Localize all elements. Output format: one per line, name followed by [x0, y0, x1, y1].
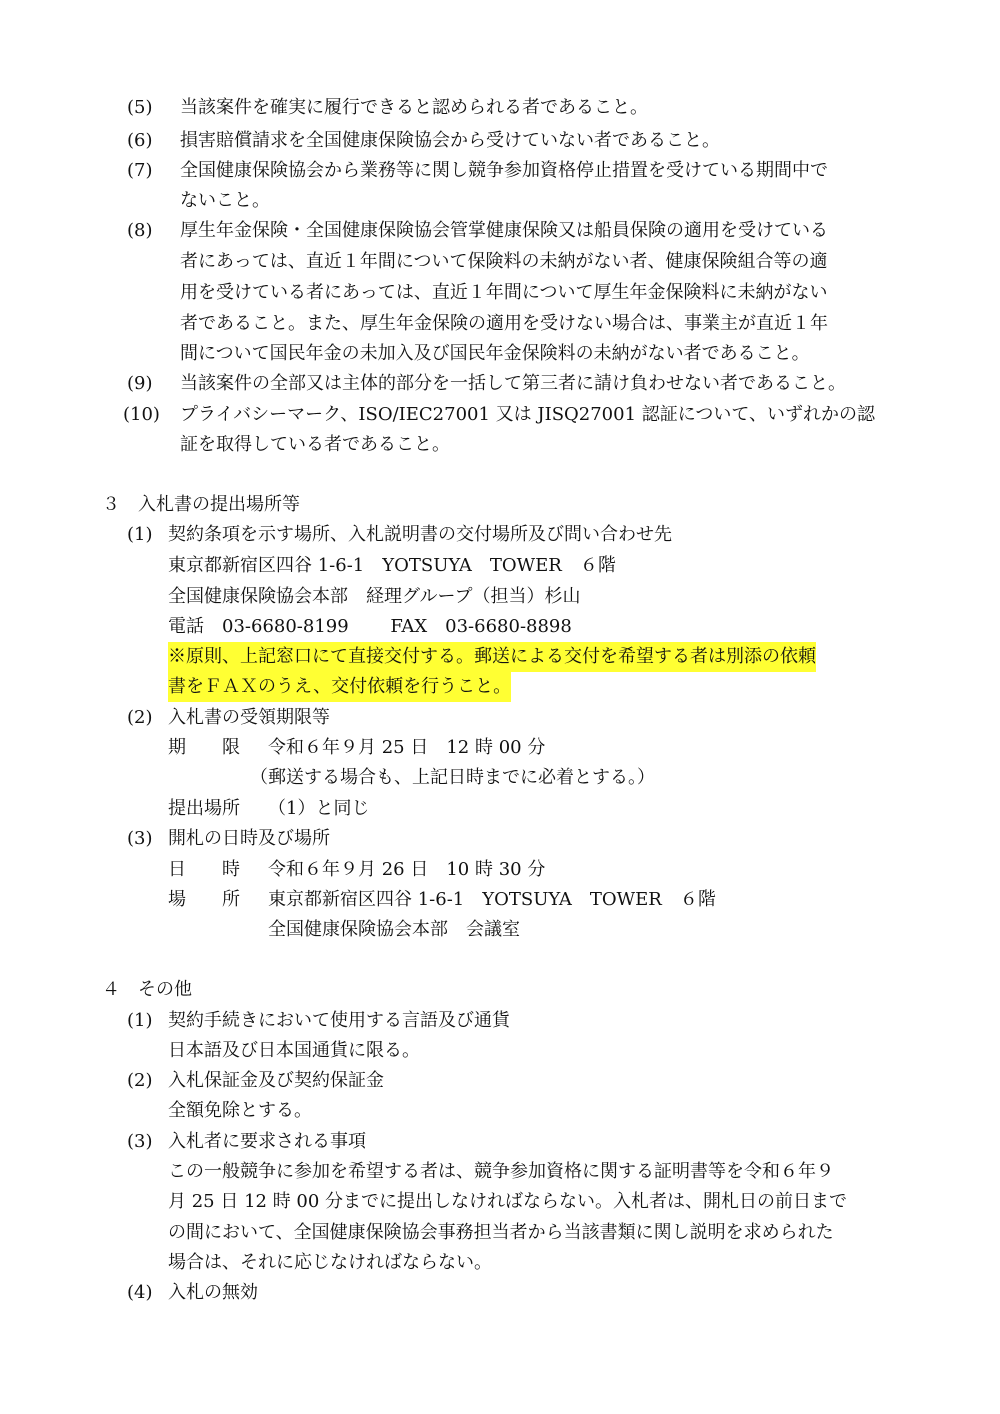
item-number: (9): [127, 373, 153, 394]
section-number: ４: [102, 979, 120, 1000]
item-text: 当該案件の全部又は主体的部分を一括して第三者に請け負わせない者であること。: [180, 373, 846, 394]
contact-address: 東京都新宿区四谷 1-6-1 YOTSUYA TOWER ６階: [168, 555, 616, 576]
item-number: (10): [123, 404, 160, 425]
opening-place-label: 場 所: [168, 889, 240, 910]
item-body: この一般競争に参加を希望する者は、競争参加資格に関する証明書等を令和６年９: [168, 1161, 834, 1182]
item-number: (2): [127, 707, 153, 728]
contact-office: 全国健康保険協会本部 経理グループ（担当）杉山: [168, 586, 581, 607]
contact-phone-fax: 電話 03-6680-8199 FAX 03-6680-8898: [168, 616, 572, 637]
submission-place-value: （1）と同じ: [268, 798, 370, 819]
item-title: 入札者に要求される事項: [168, 1131, 366, 1152]
item-text: 間について国民年金の未加入及び国民年金保険料の未納がない者であること。: [180, 343, 810, 364]
item-title: 入札保証金及び契約保証金: [168, 1070, 384, 1091]
item-text: 全国健康保険協会から業務等に関し競争参加資格停止措置を受けている期間中で: [180, 160, 828, 181]
item-number: (3): [127, 828, 153, 849]
opening-place-value: 全国健康保険協会本部 会議室: [268, 919, 520, 940]
item-text: 厚生年金保険・全国健康保険協会管掌健康保険又は船員保険の適用を受けている: [180, 220, 828, 241]
item-text: 者にあっては、直近１年間について保険料の未納がない者、健康保険組合等の適: [180, 251, 828, 272]
item-title: 入札の無効: [168, 1282, 258, 1303]
item-number: (4): [127, 1282, 153, 1303]
item-number: (5): [127, 97, 153, 118]
item-title: 契約手続きにおいて使用する言語及び通貨: [168, 1010, 510, 1031]
item-body: の間において、全国健康保険協会事務担当者から当該書類に関し説明を求められた: [168, 1222, 834, 1243]
item-text: プライバシーマーク、ISO/IEC27001 又は JISQ27001 認証について、いずれかの認: [180, 404, 876, 425]
item-number: (2): [127, 1070, 153, 1091]
highlighted-note: ※原則、上記窓口にて直接交付する。郵送による交付を希望する者は別添の依頼: [168, 642, 816, 672]
item-title: 契約条項を示す場所、入札説明書の交付場所及び問い合わせ先: [168, 524, 672, 545]
item-number: (3): [127, 1131, 153, 1152]
item-body: 月 25 日 12 時 00 分までに提出しなければならない。入札者は、開札日の前日まで: [168, 1191, 848, 1212]
item-text: ないこと。: [180, 190, 270, 211]
item-number: (1): [127, 1010, 153, 1031]
item-text: 損害賠償請求を全国健康保険協会から受けていない者であること。: [180, 130, 720, 151]
deadline-label: 期 限: [168, 737, 240, 758]
submission-place-label: 提出場所: [168, 798, 240, 819]
deadline-note: （郵送する場合も、上記日時までに必着とする。）: [250, 767, 655, 788]
item-title: 入札書の受領期限等: [168, 707, 330, 728]
item-body: 全額免除とする。: [168, 1100, 312, 1121]
opening-place-value: 東京都新宿区四谷 1-6-1 YOTSUYA TOWER ６階: [268, 889, 716, 910]
item-number: (8): [127, 220, 153, 241]
item-body: 日本語及び日本国通貨に限る。: [168, 1040, 420, 1061]
item-text: 用を受けている者にあっては、直近１年間について厚生年金保険料に未納がない: [180, 282, 828, 303]
item-number: (6): [127, 130, 153, 151]
item-number: (7): [127, 160, 153, 181]
deadline-value: 令和６年９月 25 日 12 時 00 分: [268, 737, 546, 758]
item-title: 開札の日時及び場所: [168, 828, 330, 849]
section-number: ３: [102, 494, 120, 515]
item-text: 当該案件を確実に履行できると認められる者であること。: [180, 97, 648, 118]
item-text: 証を取得している者であること。: [180, 434, 450, 455]
item-body: 場合は、それに応じなければならない。: [168, 1252, 492, 1273]
item-number: (1): [127, 524, 153, 545]
item-text: 者であること。また、厚生年金保険の適用を受けない場合は、事業主が直近１年: [180, 313, 828, 334]
opening-date-value: 令和６年９月 26 日 10 時 30 分: [268, 859, 546, 880]
section-heading: その他: [138, 979, 192, 1000]
section-heading: 入札書の提出場所等: [138, 494, 300, 515]
opening-date-label: 日 時: [168, 859, 240, 880]
highlighted-note: 書をＦＡＸのうえ、交付依頼を行うこと。: [168, 672, 511, 702]
